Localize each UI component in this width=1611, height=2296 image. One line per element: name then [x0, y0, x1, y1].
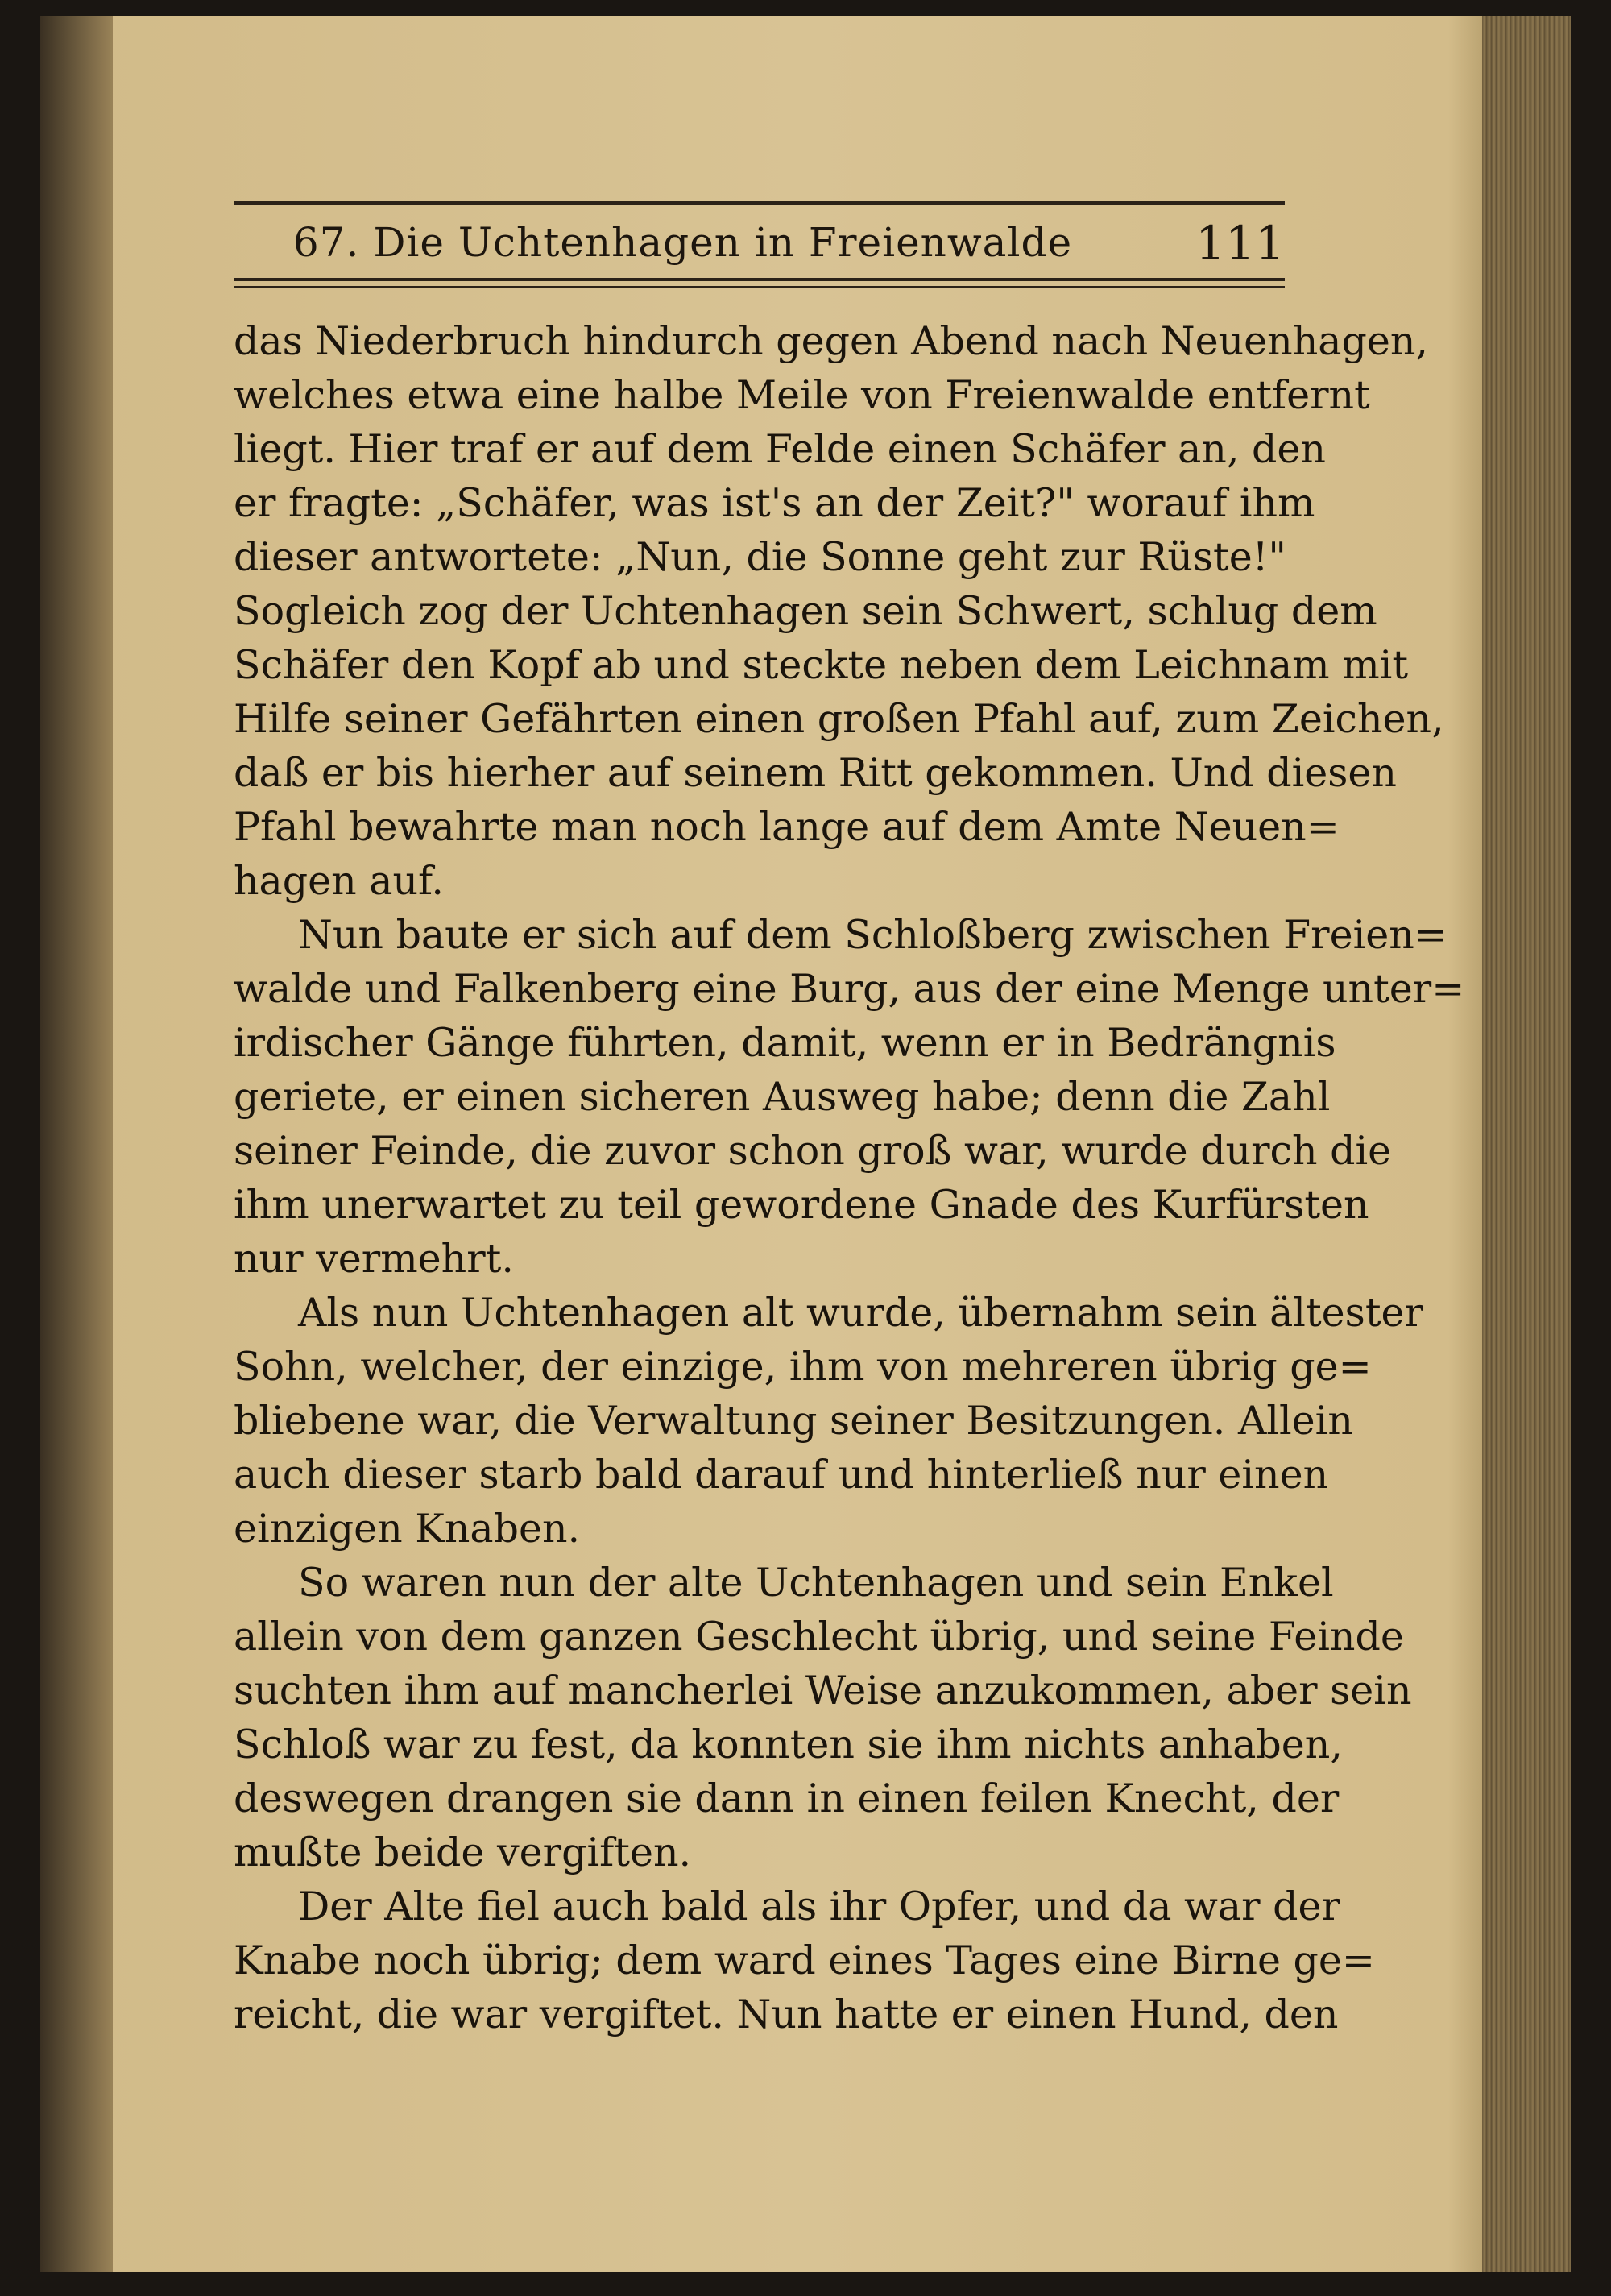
page-edges — [1482, 16, 1571, 2272]
page-header — [234, 201, 1285, 298]
text-line: einzigen Knaben. — [234, 1506, 581, 1552]
text-line: auch dieser starb bald darauf und hinterließ nur einen — [234, 1452, 1329, 1498]
text-line: allein von dem ganzen Geschlecht übrig, und seine Feinde — [234, 1614, 1404, 1660]
body-text — [234, 314, 1465, 2041]
paragraph — [234, 1879, 1375, 2041]
text-line: mußte beide vergiften. — [234, 1830, 692, 1875]
text-line: reicht, die war vergiftet. Nun hatte er einen Hund, den — [234, 1991, 1339, 2037]
text-line: er fragte: „Schäfer, was ist's an der Zeit?" worauf ihm — [234, 480, 1315, 526]
text-line: dieser antwortete: „Nun, die Sonne geht zur Rüste!" — [234, 534, 1286, 580]
page-number: 111 — [1195, 216, 1285, 271]
text-line: liegt. Hier traf er auf dem Felde einen Schäfer an, den — [234, 426, 1326, 472]
text-line: Als nun Uchtenhagen alt wurde, übernahm sein ältester — [298, 1290, 1423, 1336]
text-line: geriete, er einen sicheren Ausweg habe; denn die Zahl — [234, 1074, 1331, 1120]
text-line: das Niederbruch hindurch gegen Abend nach Neuenhagen, — [234, 318, 1428, 364]
text-line: ihm unerwartet zu teil gewordene Gnade des Kurfürsten — [234, 1182, 1369, 1228]
text-line: Der Alte fiel auch bald als ihr Opfer, und da war der — [298, 1884, 1340, 1929]
book-page — [40, 16, 1571, 2272]
text-line: suchten ihm auf mancherlei Weise anzukommen, aber sein — [234, 1668, 1412, 1714]
text-line: Knabe noch übrig; dem ward eines Tages eine Birne ge= — [234, 1938, 1375, 1983]
paragraph — [234, 314, 1444, 908]
text-line: daß er bis hierher auf seinem Ritt gekommen. Und diesen — [234, 750, 1397, 796]
text-line: Sogleich zog der Uchtenhagen sein Schwert, schlug dem — [234, 588, 1377, 634]
text-line: walde und Falkenberg eine Burg, aus der eine Menge unter= — [234, 966, 1465, 1012]
text-line: nur vermehrt. — [234, 1236, 514, 1282]
text-line: deswegen drangen sie dann in einen feilen Knecht, der — [234, 1776, 1340, 1821]
paragraph — [234, 1556, 1412, 1879]
header-rule-bottom — [234, 278, 1285, 281]
text-line: Sohn, welcher, der einzige, ihm von mehreren übrig ge= — [234, 1344, 1372, 1390]
header-rule-bottom-thin — [234, 286, 1285, 288]
text-line: hagen auf. — [234, 858, 445, 904]
text-line: Nun baute er sich auf dem Schloßberg zwischen Freien= — [298, 912, 1447, 958]
paragraph — [234, 908, 1465, 1286]
header-rule-top — [234, 201, 1285, 205]
text-line: Hilfe seiner Gefährten einen großen Pfahl auf, zum Zeichen, — [234, 696, 1444, 742]
text-line: So waren nun der alte Uchtenhagen und sein Enkel — [298, 1560, 1334, 1606]
text-line: Schäfer den Kopf ab und steckte neben dem Leichnam mit — [234, 642, 1409, 688]
text-line: irdischer Gänge führten, damit, wenn er in Bedrängnis — [234, 1020, 1336, 1066]
text-line: Schloß war zu fest, da konnten sie ihm nichts anhaben, — [234, 1722, 1343, 1768]
running-title: 67. Die Uchtenhagen in Freienwalde — [292, 219, 1073, 266]
text-line: welches etwa eine halbe Meile von Freienwalde entfernt — [234, 372, 1370, 418]
paragraph — [234, 1286, 1423, 1556]
text-line: Pfahl bewahrte man noch lange auf dem Amte Neuen= — [234, 804, 1340, 850]
text-line: bliebene war, die Verwaltung seiner Besitzungen. Allein — [234, 1398, 1353, 1444]
text-line: seiner Feinde, die zuvor schon groß war, wurde durch die — [234, 1128, 1392, 1174]
book-gutter — [40, 16, 113, 2272]
